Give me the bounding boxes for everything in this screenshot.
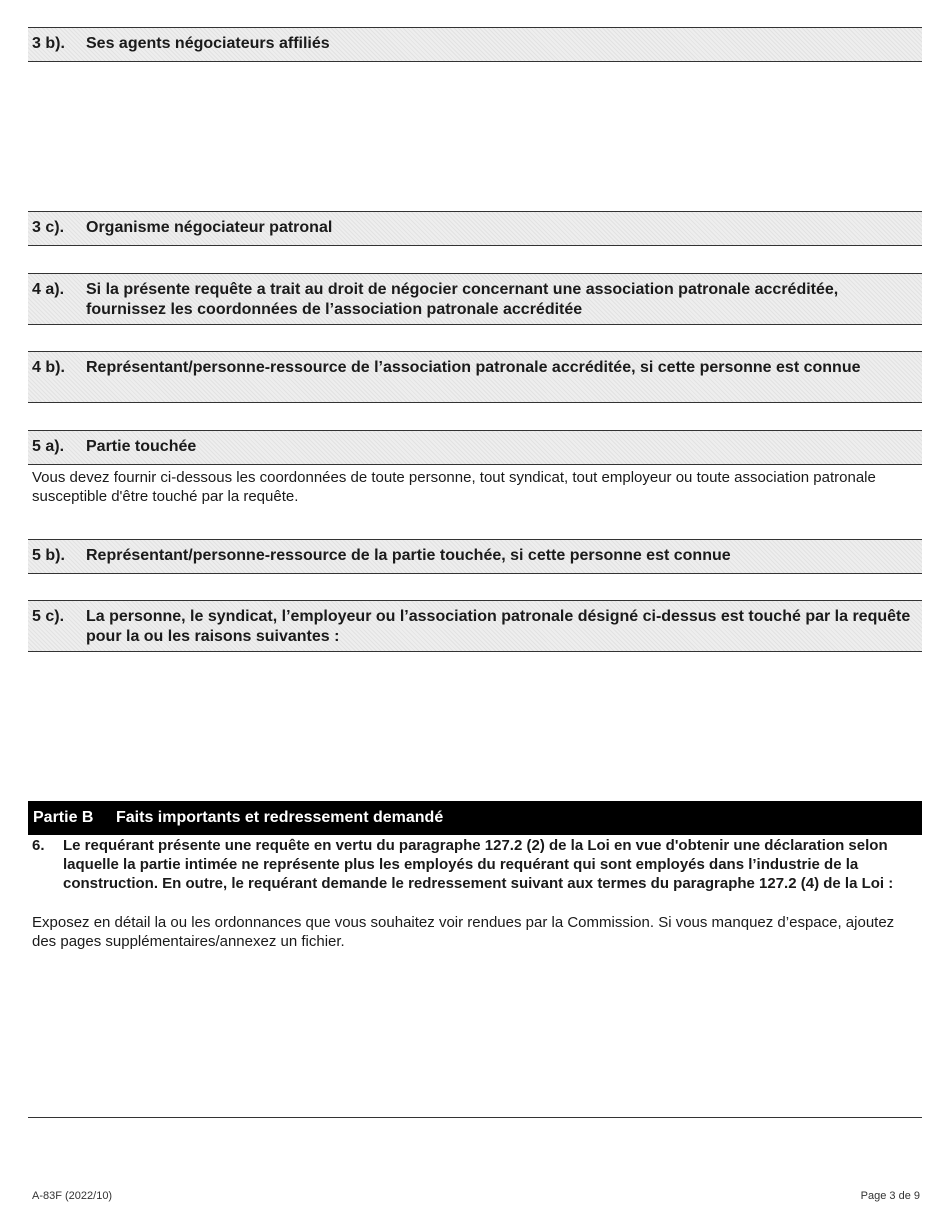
section-title: La personne, le syndicat, l’employeur ou l’association patronale désigné ci-dessus est touché par la requête pour la ou les raisons suivantes : [86, 608, 911, 645]
section-title: Si la présente requête a trait au droit de négocier concernant une association patronale accréditée, fournissez les coordonnées de l’association patronale accréditée [86, 281, 839, 318]
question-6 [32, 836, 920, 893]
section-title: Organisme négociateur patronal [86, 219, 333, 236]
section-5c-header [28, 600, 922, 652]
section-title: Représentant/personne-ressource de l’association patronale accréditée, si cette personne est connue [86, 359, 861, 376]
section-number: 3 c). [32, 219, 65, 236]
section-title: Ses agents négociateurs affiliés [86, 35, 330, 52]
section-number: 4 b). [32, 359, 65, 376]
section-3b-header [28, 27, 922, 62]
section-3c-header [28, 211, 922, 246]
section-5b-header [28, 539, 922, 574]
form-id: A-83F (2022/10) [32, 1190, 113, 1202]
section-number: 4 a). [32, 281, 65, 298]
section-number: 5 b). [32, 547, 65, 564]
section-number: 5 a). [32, 438, 65, 455]
part-label: Partie B [33, 809, 94, 826]
question-number: 6. [32, 837, 45, 854]
section-number: 5 c). [32, 608, 65, 625]
question-text: Le requérant présente une requête en vertu du paragraphe 127.2 (2) de la Loi en vue d'obtenir une déclaration selon laquelle la partie intimée ne représente plus les employés du requérant qui sont employés dans l’industrie de la construction. En outre, le requérant demande le redressement suivant aux termes du paragraphe 127.2 (4) de la Loi : [63, 837, 894, 892]
section-4a-header [28, 273, 922, 325]
part-b-header [28, 801, 922, 835]
section-number: 3 b). [32, 35, 65, 52]
page-number: Page 3 de 9 [860, 1190, 920, 1202]
section-5a-header [28, 430, 922, 465]
bottom-rule [28, 1117, 922, 1118]
section-title: Partie touchée [86, 438, 197, 455]
part-title: Faits importants et redressement demandé [116, 809, 444, 826]
part-b-instructions: Exposez en détail la ou les ordonnances que vous souhaitez voir rendues par la Commission. Si vous manquez d’espace, ajoutez des pages supplémentaires/annexez un fichier. [32, 914, 895, 950]
orders-response-area[interactable] [28, 955, 922, 1115]
section-4b-header [28, 351, 922, 403]
section-3b-response-area[interactable] [28, 63, 922, 211]
section-5a-note: Vous devez fournir ci-dessous les coordonnées de toute personne, tout syndicat, tout employeur ou toute association patronale susceptible d'être touché par la requête. [32, 469, 876, 505]
section-5c-response-area[interactable] [28, 653, 922, 798]
section-title: Représentant/personne-ressource de la partie touchée, si cette personne est connue [86, 547, 731, 564]
